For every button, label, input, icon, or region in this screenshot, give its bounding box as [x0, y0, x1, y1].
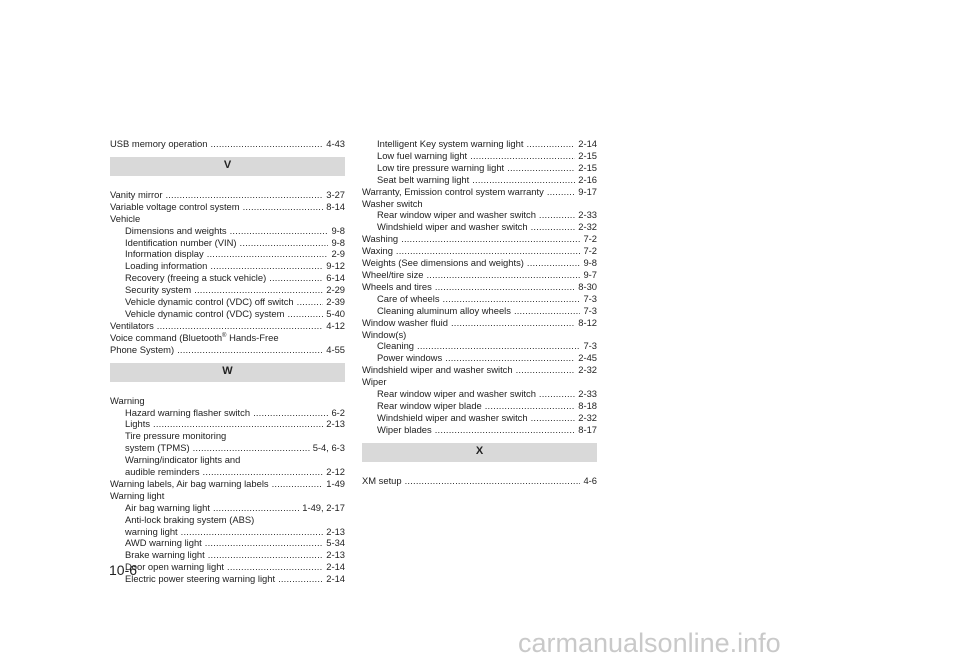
dot-leader: [405, 475, 581, 487]
entry-text: Dimensions and weights: [125, 224, 227, 236]
dot-leader: [157, 320, 323, 332]
entry-page-ref: 2-32: [578, 221, 597, 233]
index-entry: [362, 245, 597, 257]
dot-leader: [531, 221, 576, 233]
entry-text: Low tire pressure warning light: [377, 161, 505, 173]
entry-page-ref: 7-3: [583, 292, 597, 304]
dot-leader: [207, 248, 329, 260]
entry-page-ref: 9-8: [331, 236, 345, 248]
entry-text: Weights (See dimensions and weights): [362, 257, 524, 269]
entry-text: AWD warning light: [125, 537, 202, 549]
index-subentry: [110, 260, 345, 272]
entry-text: Variable voltage control system: [110, 200, 240, 212]
dot-leader: [401, 233, 580, 245]
entry-text: Warning labels, Air bag warning labels: [110, 477, 269, 489]
index-subentry: [362, 293, 597, 305]
entry-page-ref: 2-14: [578, 138, 597, 149]
entry-text: Warning: [110, 394, 145, 406]
index-entry: [362, 233, 597, 245]
dot-leader: [547, 186, 575, 198]
entry-page-ref: 2-13: [326, 418, 345, 430]
dot-leader: [272, 478, 324, 490]
index-subentry: [110, 526, 345, 538]
index-entry: [110, 344, 345, 356]
dot-leader: [443, 293, 581, 305]
index-subentry: [362, 150, 597, 162]
index-subentry: [362, 388, 597, 400]
dot-leader: [297, 296, 324, 308]
index-subentry: [362, 305, 597, 317]
index-subentry: [110, 442, 345, 454]
index-entry: [110, 189, 345, 201]
entry-text: Rear window wiper and washer switch: [377, 388, 536, 400]
index-entry: [362, 376, 597, 388]
index-entry: [110, 332, 345, 344]
index-entry: [362, 257, 597, 269]
watermark: carmanualsonline.info: [518, 628, 781, 658]
entry-page-ref: 2-33: [578, 388, 597, 400]
entry-text: Lights: [125, 418, 151, 430]
entry-text: warning light: [125, 525, 178, 537]
index-entry: [362, 317, 597, 329]
dot-leader: [539, 388, 575, 400]
index-subentry: [362, 138, 597, 150]
entry-page-ref: 4-6: [583, 474, 597, 486]
index-subentry: [110, 537, 345, 549]
entry-page-ref: 2-32: [578, 411, 597, 423]
dot-leader: [194, 284, 323, 296]
dot-leader: [426, 269, 580, 281]
index-subentry: [362, 340, 597, 352]
entry-page-ref: 1-49, 2-17: [302, 501, 345, 513]
entry-text: Window(s): [362, 328, 407, 340]
entry-page-ref: 9-8: [583, 257, 597, 269]
entry-page-ref: 8-30: [578, 280, 597, 292]
entry-text: USB memory operation: [110, 138, 208, 149]
entry-page-ref: 3-27: [326, 188, 345, 200]
entry-page-ref: 2-16: [578, 173, 597, 185]
index-entry: [110, 138, 345, 150]
entry-page-ref: 6-14: [326, 272, 345, 284]
dot-leader: [181, 526, 324, 538]
index-entry: [110, 213, 345, 225]
section-letter-x: X: [362, 443, 597, 462]
entry-text: Anti-lock braking system (ABS): [125, 513, 255, 525]
dot-leader: [396, 245, 581, 257]
entry-text: Wiper blades: [377, 423, 432, 435]
entry-text: Voice command (Bluetooth® Hands-Free: [110, 331, 279, 343]
entry-text: Ventilators: [110, 319, 154, 331]
entry-text: Vehicle: [110, 212, 141, 224]
entry-page-ref: 7-2: [583, 233, 597, 245]
entry-text: Warning/indicator lights and: [125, 454, 241, 466]
entry-page-ref: 8-18: [578, 399, 597, 411]
dot-leader: [514, 305, 581, 317]
dot-leader: [531, 412, 576, 424]
index-entry: [110, 320, 345, 332]
entry-text: Hazard warning flasher switch: [125, 406, 251, 418]
entry-page-ref: 5-40: [326, 307, 345, 319]
index-subentry: [110, 296, 345, 308]
index-subentry: [110, 430, 345, 442]
entry-text: Power windows: [377, 352, 443, 364]
entry-page-ref: 9-7: [583, 268, 597, 280]
index-entry: [362, 329, 597, 341]
index-subentry: [362, 412, 597, 424]
index-subentry: [362, 209, 597, 221]
index-entry: [362, 475, 597, 487]
index-subentry: [110, 502, 345, 514]
index-entry: [110, 490, 345, 502]
dot-leader: [208, 549, 324, 561]
index-subentry: [110, 549, 345, 561]
entry-text: Windshield wiper and washer switch: [377, 221, 528, 233]
entry-page-ref: 6-2: [331, 406, 345, 418]
entry-text: Cleaning aluminum alloy wheels: [377, 304, 511, 316]
index-subentry: [110, 466, 345, 478]
dot-leader: [177, 344, 323, 356]
entry-text: audible reminders: [125, 466, 200, 478]
dot-leader: [470, 150, 575, 162]
dot-leader: [287, 308, 323, 320]
entry-page-ref: 7-3: [583, 304, 597, 316]
entry-text: Vanity mirror: [110, 188, 163, 200]
dot-leader: [435, 281, 575, 293]
entry-page-ref: 5-4, 6-3: [312, 442, 345, 454]
dot-leader: [240, 237, 329, 249]
index-subentry: [110, 418, 345, 430]
entry-page-ref: 8-14: [326, 200, 345, 212]
entry-page-ref: 9-8: [331, 224, 345, 236]
entry-text: Warning light: [110, 489, 165, 501]
entry-page-ref: 2-15: [578, 149, 597, 161]
entry-text: XM setup: [362, 474, 402, 486]
index-subentry: [362, 400, 597, 412]
entry-page-ref: 2-13: [326, 549, 345, 561]
dot-leader: [227, 561, 323, 573]
dot-leader: [472, 174, 575, 186]
entry-text: Cleaning: [377, 340, 415, 352]
index-subentry: [110, 308, 345, 320]
index-entry: [110, 201, 345, 213]
entry-page-ref: 1-49: [326, 477, 345, 489]
dot-leader: [210, 138, 323, 150]
entry-text: Brake warning light: [125, 549, 205, 561]
entry-text: Wheels and tires: [362, 280, 432, 292]
index-subentry: [110, 573, 345, 585]
entry-page-ref: 7-3: [583, 340, 597, 352]
entry-page-ref: 4-12: [326, 319, 345, 331]
index-subentry: [362, 424, 597, 436]
entry-text: Air bag warning light: [125, 501, 210, 513]
dot-leader: [230, 225, 329, 237]
dot-leader: [193, 442, 310, 454]
entry-text: Waxing: [362, 245, 393, 257]
entry-text: Wiper: [362, 376, 387, 388]
index-entry: [362, 281, 597, 293]
entry-page-ref: 2-32: [578, 364, 597, 376]
entry-page-ref: 2-29: [326, 284, 345, 296]
index-subentry: [110, 272, 345, 284]
entry-text: Rear window wiper and washer switch: [377, 209, 536, 221]
entry-page-ref: 7-2: [583, 245, 597, 257]
entry-page-ref: 8-17: [578, 423, 597, 435]
index-subentry: [110, 407, 345, 419]
entry-page-ref: 2-15: [578, 161, 597, 173]
entry-page-ref: 4-43: [326, 138, 345, 149]
index-column-right: [362, 138, 597, 487]
dot-leader: [153, 418, 323, 430]
entry-text: Washing: [362, 233, 399, 245]
dot-leader: [213, 502, 299, 514]
dot-leader: [243, 201, 324, 213]
index-subentry: [362, 174, 597, 186]
entry-text: Tire pressure monitoring: [125, 430, 227, 442]
index-subentry: [362, 221, 597, 233]
entry-page-ref: 2-13: [326, 525, 345, 537]
entry-text: Vehicle dynamic control (VDC) off switch: [125, 296, 294, 308]
entry-page-ref: 2-9: [331, 248, 345, 260]
entry-text: Seat belt warning light: [377, 173, 470, 185]
index-entry: [362, 186, 597, 198]
dot-leader: [527, 257, 581, 269]
index-subentry: [110, 284, 345, 296]
page-number: 10-6: [109, 562, 138, 578]
entry-text: Care of wheels: [377, 292, 440, 304]
dot-leader: [269, 272, 323, 284]
entry-page-ref: 5-34: [326, 537, 345, 549]
dot-leader: [210, 260, 323, 272]
entry-text: Vehicle dynamic control (VDC) system: [125, 307, 285, 319]
dot-leader: [435, 424, 576, 436]
entry-text: Security system: [125, 284, 192, 296]
index-subentry: [110, 561, 345, 573]
entry-page-ref: 2-33: [578, 209, 597, 221]
index-subentry: [110, 225, 345, 237]
entry-text: Phone System): [110, 343, 175, 355]
index-entry: [362, 269, 597, 281]
index-subentry: [110, 248, 345, 260]
dot-leader: [526, 138, 575, 150]
dot-leader: [516, 364, 576, 376]
dot-leader: [253, 407, 328, 419]
entry-text: Warranty, Emission control system warranty: [362, 185, 544, 197]
entry-text: Identification number (VIN): [125, 236, 237, 248]
entry-text: Window washer fluid: [362, 316, 448, 328]
index-entry: [110, 478, 345, 490]
index-subentry: [110, 454, 345, 466]
dot-leader: [165, 189, 323, 201]
entry-page-ref: 2-12: [326, 466, 345, 478]
dot-leader: [485, 400, 575, 412]
dot-leader: [278, 573, 323, 585]
index-subentry: [110, 237, 345, 249]
dot-leader: [539, 209, 575, 221]
entry-text: Door open warning light: [125, 561, 225, 573]
entry-page-ref: 2-45: [578, 352, 597, 364]
index-subentry: [362, 162, 597, 174]
dot-leader: [451, 317, 575, 329]
dot-leader: [205, 537, 323, 549]
index-column-left: [110, 138, 345, 585]
entry-text: Recovery (freeing a stuck vehicle): [125, 272, 267, 284]
entry-text: system (TPMS): [125, 442, 190, 454]
index-subentry: [110, 514, 345, 526]
entry-text: Windshield wiper and washer switch: [377, 411, 528, 423]
entry-text: Rear window wiper blade: [377, 399, 482, 411]
entry-page-ref: 2-14: [326, 561, 345, 573]
entry-text: Intelligent Key system warning light: [377, 138, 524, 149]
index-entry: [362, 364, 597, 376]
dot-leader: [417, 340, 580, 352]
section-letter-w: W: [110, 363, 345, 382]
section-letter-v: V: [110, 157, 345, 176]
entry-text: Windshield wiper and washer switch: [362, 364, 513, 376]
registered-mark: ®: [222, 332, 227, 339]
entry-text: Low fuel warning light: [377, 149, 468, 161]
entry-page-ref: 2-39: [326, 296, 345, 308]
entry-page-ref: 4-55: [326, 343, 345, 355]
index-entry: [362, 198, 597, 210]
entry-text: Information display: [125, 248, 204, 260]
entry-text: Loading information: [125, 260, 208, 272]
entry-text: Wheel/tire size: [362, 268, 424, 280]
index-subentry: [362, 352, 597, 364]
entry-page-ref: 9-17: [578, 185, 597, 197]
entry-text: Electric power steering warning light: [125, 573, 276, 585]
entry-page-ref: 2-14: [326, 573, 345, 585]
dot-leader: [507, 162, 575, 174]
entry-page-ref: 9-12: [326, 260, 345, 272]
entry-page-ref: 8-12: [578, 316, 597, 328]
dot-leader: [203, 466, 324, 478]
dot-leader: [445, 352, 575, 364]
entry-text: Washer switch: [362, 197, 423, 209]
index-entry: [110, 395, 345, 407]
